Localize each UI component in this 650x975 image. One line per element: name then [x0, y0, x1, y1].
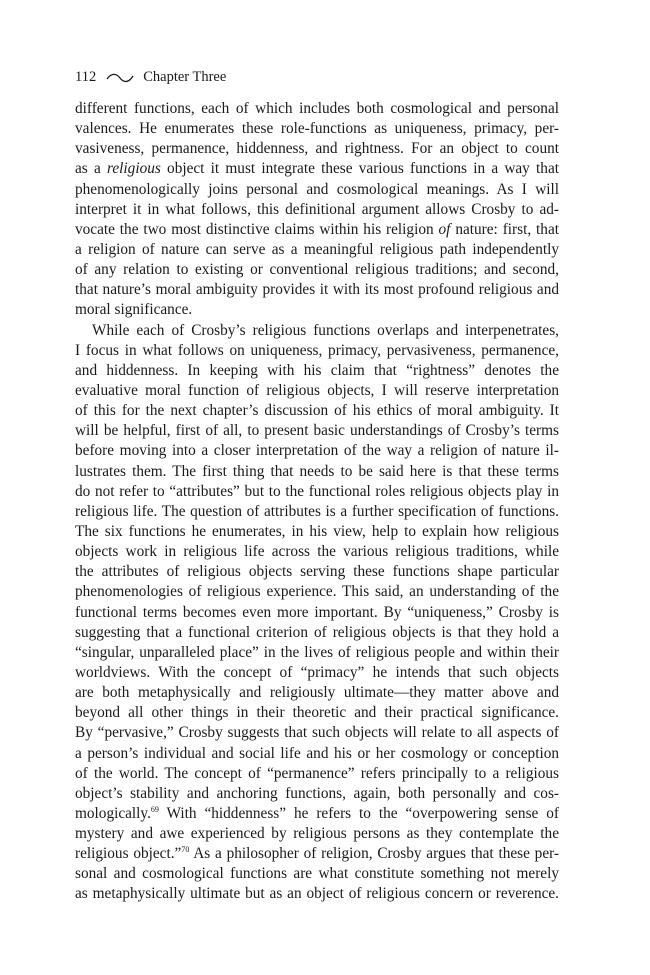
- text-segment: As a philosopher of religion, Crosby argues that these per-: [189, 845, 559, 863]
- text-line: moral significance.: [75, 301, 193, 319]
- text-line: phenomenologies of religious experience. This said, an understanding of the: [75, 583, 559, 601]
- text-segment: religious object.”: [75, 845, 182, 863]
- text-line: a person’s individual and social life and his or her cosmology or conception: [75, 744, 559, 762]
- text-line: [75, 804, 559, 824]
- text-line: a religion of nature can serve as a meaningful religious path independently: [75, 240, 559, 258]
- text-segment: as a: [75, 160, 107, 178]
- text-line: evaluative moral function of religious objects, I will reserve interpretation: [75, 381, 559, 399]
- text-line: of the world. The concept of “permanence” refers principally to a religious: [75, 764, 559, 782]
- text-line: beyond all other things in their theoretic and their practical significance.: [75, 704, 559, 722]
- text-line: as metaphysically ultimate but as an object of religious concern or reverence.: [75, 885, 559, 903]
- text-line: The six functions he enumerates, in his view, help to explain how religious: [75, 522, 559, 540]
- text-line: worldviews. With the concept of “primacy” he intends that such objects: [75, 663, 559, 681]
- text-line: will be helpful, first of all, to present basic understandings of Crosby’s terms: [75, 422, 559, 440]
- text-line: [75, 159, 559, 179]
- text-line: that nature’s moral ambiguity provides it with its most profound religious and: [75, 281, 559, 299]
- text-line: mystery and awe experienced by religious persons as they contemplate the: [75, 825, 559, 843]
- swung-dash-icon: [106, 72, 134, 84]
- text-segment: vocate the two most distinctive claims within his religion: [75, 220, 439, 238]
- italic-word: of: [438, 220, 451, 238]
- chapter-title: Chapter Three: [143, 69, 227, 85]
- text-line: and hiddenness. In keeping with his claim that “rightness” denotes the: [75, 361, 559, 379]
- text-line: [75, 220, 559, 240]
- page-number: 112: [75, 69, 97, 85]
- text-segment: nature: first, that: [450, 220, 559, 238]
- text-line: objects work in religious life across the various religious traditions, while: [75, 543, 559, 561]
- text-segment: mologically.: [75, 804, 151, 822]
- text-line: are both metaphysically and religiously ultimate—they matter above and: [75, 684, 559, 702]
- text-line: sonal and cosmological functions are what constitute something not merely: [75, 865, 559, 883]
- running-header: [75, 69, 226, 86]
- text-line: object’s stability and anchoring functions, again, both personally and cos-: [75, 784, 559, 802]
- text-line: interpret it in what follows, this definitional argument allows Crosby to ad-: [75, 200, 559, 218]
- text-line: different functions, each of which includes both cosmological and personal: [75, 100, 559, 117]
- text-line: By “pervasive,” Crosby suggests that such objects will relate to all aspects of: [75, 724, 559, 742]
- text-segment: object it must integrate these various functions in a way that: [160, 160, 559, 178]
- footnote-marker[interactable]: 69: [150, 804, 159, 814]
- text-line: vasiveness, permanence, hiddenness, and rightness. For an object to count: [75, 140, 559, 158]
- text-line: valences. He enumerates these role-functions as uniqueness, primacy, per-: [75, 120, 559, 138]
- text-line: do not refer to “attributes” but to the functional roles religious objects play in: [75, 482, 559, 500]
- text-line: [75, 844, 559, 864]
- text-line: I focus in what follows on uniqueness, primacy, pervasiveness, permanence,: [75, 341, 559, 359]
- text-segment: With “hiddenness” he refers to the “overpowering sense of: [158, 804, 559, 822]
- text-line: of this for the next chapter’s discussion of his ethics of moral ambiguity. It: [75, 402, 559, 420]
- footnote-marker[interactable]: 70: [181, 845, 190, 855]
- text-line: suggesting that a functional criterion of religious objects is that they hold a: [75, 623, 559, 641]
- text-line: religious life. The question of attributes is a further specification of functions.: [75, 502, 559, 520]
- text-line: functional terms becomes even more important. By “uniqueness,” Crosby is: [75, 603, 559, 621]
- text-line: “singular, unparalleled place” in the lives of religious people and within their: [75, 643, 559, 661]
- text-line: phenomenologically joins personal and cosmological meanings. As I will: [75, 180, 559, 198]
- italic-word: religious: [107, 160, 161, 178]
- body-text: [75, 99, 559, 905]
- text-line: lustrates them. The first thing that needs to be said here is that these terms: [75, 462, 559, 480]
- text-line: before moving into a closer interpretation of the way a religion of nature il-: [75, 442, 559, 460]
- text-line: the attributes of religious objects serving these functions shape particular: [75, 563, 559, 581]
- text-line: of any relation to existing or conventional religious traditions; and second,: [75, 261, 559, 279]
- text-line: While each of Crosby’s religious functions overlaps and interpenetrates,: [92, 321, 559, 339]
